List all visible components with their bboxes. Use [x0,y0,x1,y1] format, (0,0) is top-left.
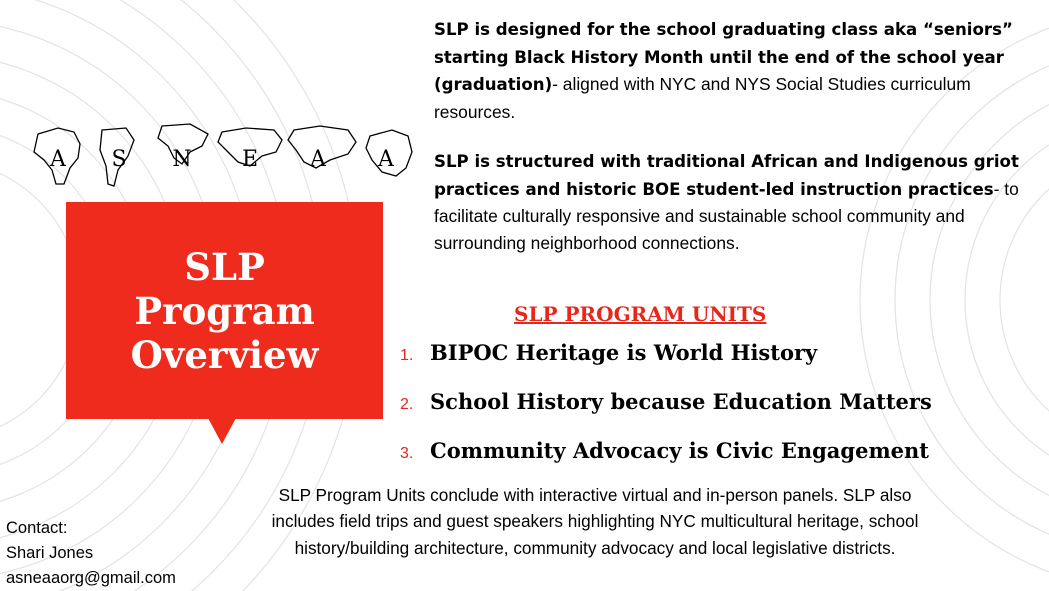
intro-paragraph-2 [434,148,1039,256]
intro-paragraph-1-rest: - aligned with NYC and NYS Social Studies curriculum resources. [434,74,971,122]
unit-title-1: BIPOC Heritage is World History [430,340,818,365]
callout-title-line-2: Program [134,288,315,333]
unit-title-3: Community Advocacy is Civic Engagement [430,438,930,463]
logo-letter-1: A [50,147,66,172]
logo-letter-3: N [172,147,192,172]
callout-title-line-1: SLP [184,244,265,289]
unit-item-1 [400,340,932,389]
contact-label: Contact: [6,519,68,537]
contact-name: Shari Jones [6,544,94,562]
logo-letter-5: A [310,147,326,172]
intro-paragraph-2-bold: SLP is structured with traditional African and Indigenous griot practices and historic BOE student-led instruction practices [434,152,1019,199]
unit-number-2: 2. [400,396,414,413]
unit-number-1: 1. [400,347,414,364]
intro-paragraph-1 [434,16,1039,125]
logo-letter-4: E [241,147,259,172]
intro-paragraph-2-rest: - to facilitate culturally responsive and sustainable school community and surrounding neighborhood connections. [434,178,1019,253]
unit-number-3: 3. [400,445,414,462]
program-overview-callout [66,202,383,419]
logo-letter-2: S [111,147,127,172]
unit-item-2 [400,389,932,438]
callout-title-line-3: Overview [130,332,319,377]
unit-title-2: School History because Education Matters [430,389,932,414]
asneaa-logo [30,122,415,190]
contact-block [6,516,176,591]
contact-email[interactable]: asneaaorg@gmail.com [6,569,176,587]
units-list [400,340,932,487]
closing-paragraph: SLP Program Units conclude with interactive virtual and in-person panels. SLP also includes field trips and guest speakers highlighting NYC multicultural heritage, school history/building architecture, community advocacy and local legislative districts. [271,485,919,558]
intro-paragraph-1-bold: SLP is designed for the school graduating class aka “seniors” starting Black History Month until the end of the school year (graduation) [434,20,1013,94]
logo-letter-6: A [378,147,394,172]
callout-pointer [208,418,236,444]
unit-item-3 [400,438,932,487]
units-heading: SLP PROGRAM UNITS [514,302,767,326]
